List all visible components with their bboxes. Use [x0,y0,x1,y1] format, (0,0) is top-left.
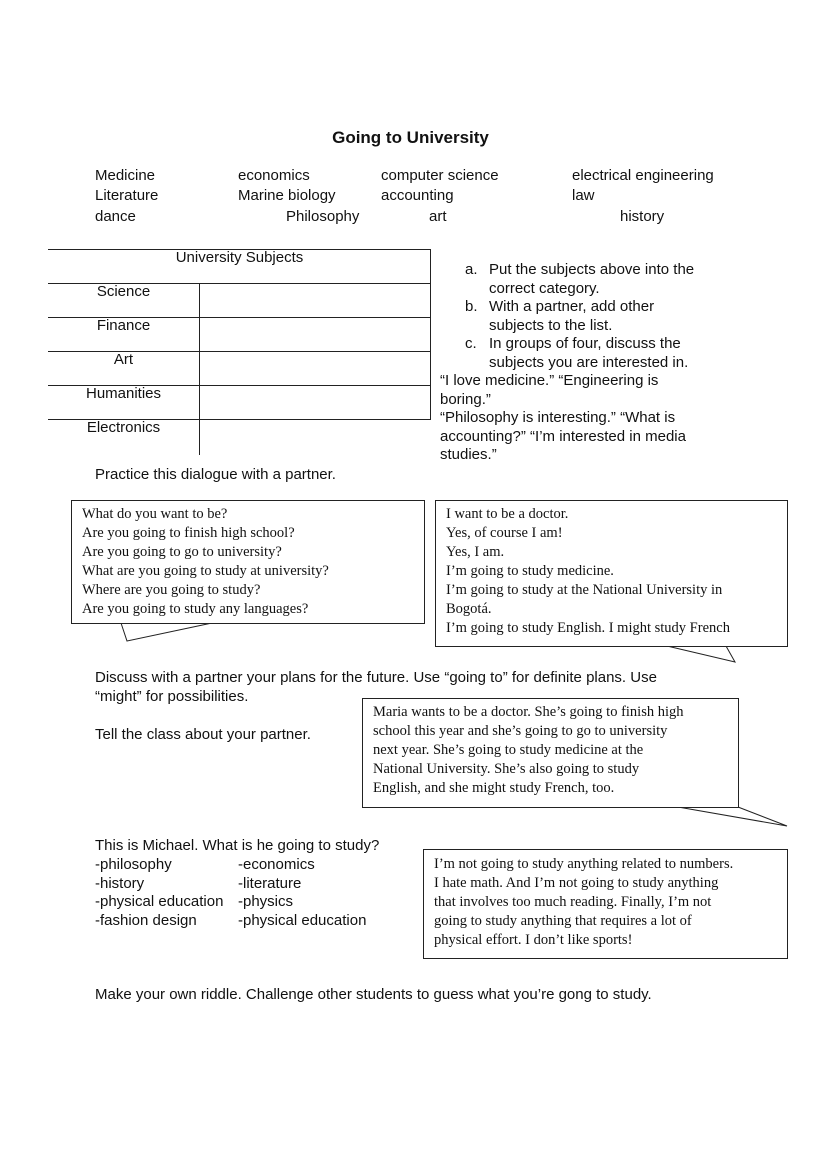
subject-option: -philosophy [95,856,172,873]
subject-word: Marine biology [238,187,336,204]
maria-speech-bubble [362,698,739,808]
subject-word: electrical engineering [572,167,714,184]
subject-word: computer science [381,167,499,184]
michael-riddle-box [423,849,788,959]
subject-word: law [572,187,595,204]
subject-option: -history [95,874,145,892]
michael-options-right [238,856,366,930]
answer-line: I’m going to study at the National University in [446,582,723,598]
instruction-label: a. [465,261,478,278]
subject-option: -physics [238,893,294,910]
subject-option: -physical education [238,911,367,929]
subject-word: economics [238,167,310,184]
tell-instruction: Tell the class about your partner. [95,726,311,743]
practice-instruction: Practice this dialogue with a partner. [95,466,336,483]
maria-line: National University. She’s also going to study [373,761,640,777]
instruction-label: c. [465,335,477,352]
table-row-label: Electronics [86,419,161,436]
subject-option: -fashion design [95,911,197,929]
subject-word: history [620,208,665,225]
riddle-line: I hate math. And I’m not going to study anything [434,875,719,891]
instruction-text: subjects you are interested in. [489,353,689,371]
subject-word: dance [95,208,136,225]
instruction-label: b. [465,298,478,315]
quote-line: “I love medicine.” “Engineering is [440,372,659,389]
question-line: Are you going to go to university? [82,544,282,560]
michael-options-left [95,856,223,930]
answer-line: Yes, of course I am! [446,525,563,541]
riddle-line: that involves too much reading. Finally, I’m not [434,894,712,910]
question-line: What are you going to study at university? [82,563,329,579]
answer-line: I’m going to study medicine. [446,563,614,579]
subject-option: -physical education [95,893,224,910]
subject-word: Philosophy [286,208,360,225]
riddle-instruction: Make your own riddle. Challenge other students to guess what you’re gong to study. [95,986,652,1003]
quote-line: boring.” [440,390,491,408]
subject-word: Medicine [95,167,156,184]
riddle-line: physical effort. I don’t like sports! [434,932,633,948]
riddle-line: I’m not going to study anything related to numbers. [434,856,734,872]
answer-line: I want to be a doctor. [446,506,569,522]
page-title: Going to University [332,128,489,147]
quote-line: studies.” [440,446,497,463]
table-row-label: Finance [96,317,151,334]
table-row-label: Science [96,283,151,300]
maria-line: English, and she might study French, too. [373,780,615,796]
table-row-label: Humanities [85,385,162,402]
instruction-text: correct category. [489,279,600,297]
question-line: Are you going to finish high school? [82,525,295,541]
subject-option: -literature [238,874,302,892]
question-line: What do you want to be? [82,506,228,522]
riddle-line: going to study anything that requires a lot of [434,913,692,929]
discuss-instruction: Discuss with a partner your plans for the future. Use “going to” for definite plans. Use [95,669,657,686]
instruction-text: In groups of four, discuss the [489,335,681,352]
answer-speech-bubble [435,500,788,647]
question-speech-bubble [71,500,425,624]
maria-line: next year. She’s going to study medicine at the [373,742,644,758]
instruction-text: Put the subjects above into the [489,261,695,278]
quote-line: accounting?” “I’m interested in media [440,427,686,445]
instruction-text: subjects to the list. [489,316,613,334]
maria-line: Maria wants to be a doctor. She’s going to finish high [373,704,684,720]
instruction-text: With a partner, add other [489,298,655,315]
question-line: Are you going to study any languages? [82,601,309,617]
subject-word: art [429,208,447,225]
table-row-label: Art [113,351,134,368]
table-header: University Subjects [175,249,304,266]
subject-word: accounting [381,187,454,204]
michael-question: This is Michael. What is he going to study? [95,837,380,854]
discuss-instruction: “might” for possibilities. [95,688,249,705]
answer-line: Yes, I am. [446,544,505,560]
answer-line: I’m going to study English. I might study French [446,620,730,636]
maria-line: school this year and she’s going to go to university [373,723,668,739]
subject-word: Literature [95,187,159,204]
answer-line: Bogotá. [446,601,492,617]
subject-option: -economics [238,856,315,873]
quote-line: “Philosophy is interesting.” “What is [440,409,676,426]
question-line: Where are you going to study? [82,582,261,598]
